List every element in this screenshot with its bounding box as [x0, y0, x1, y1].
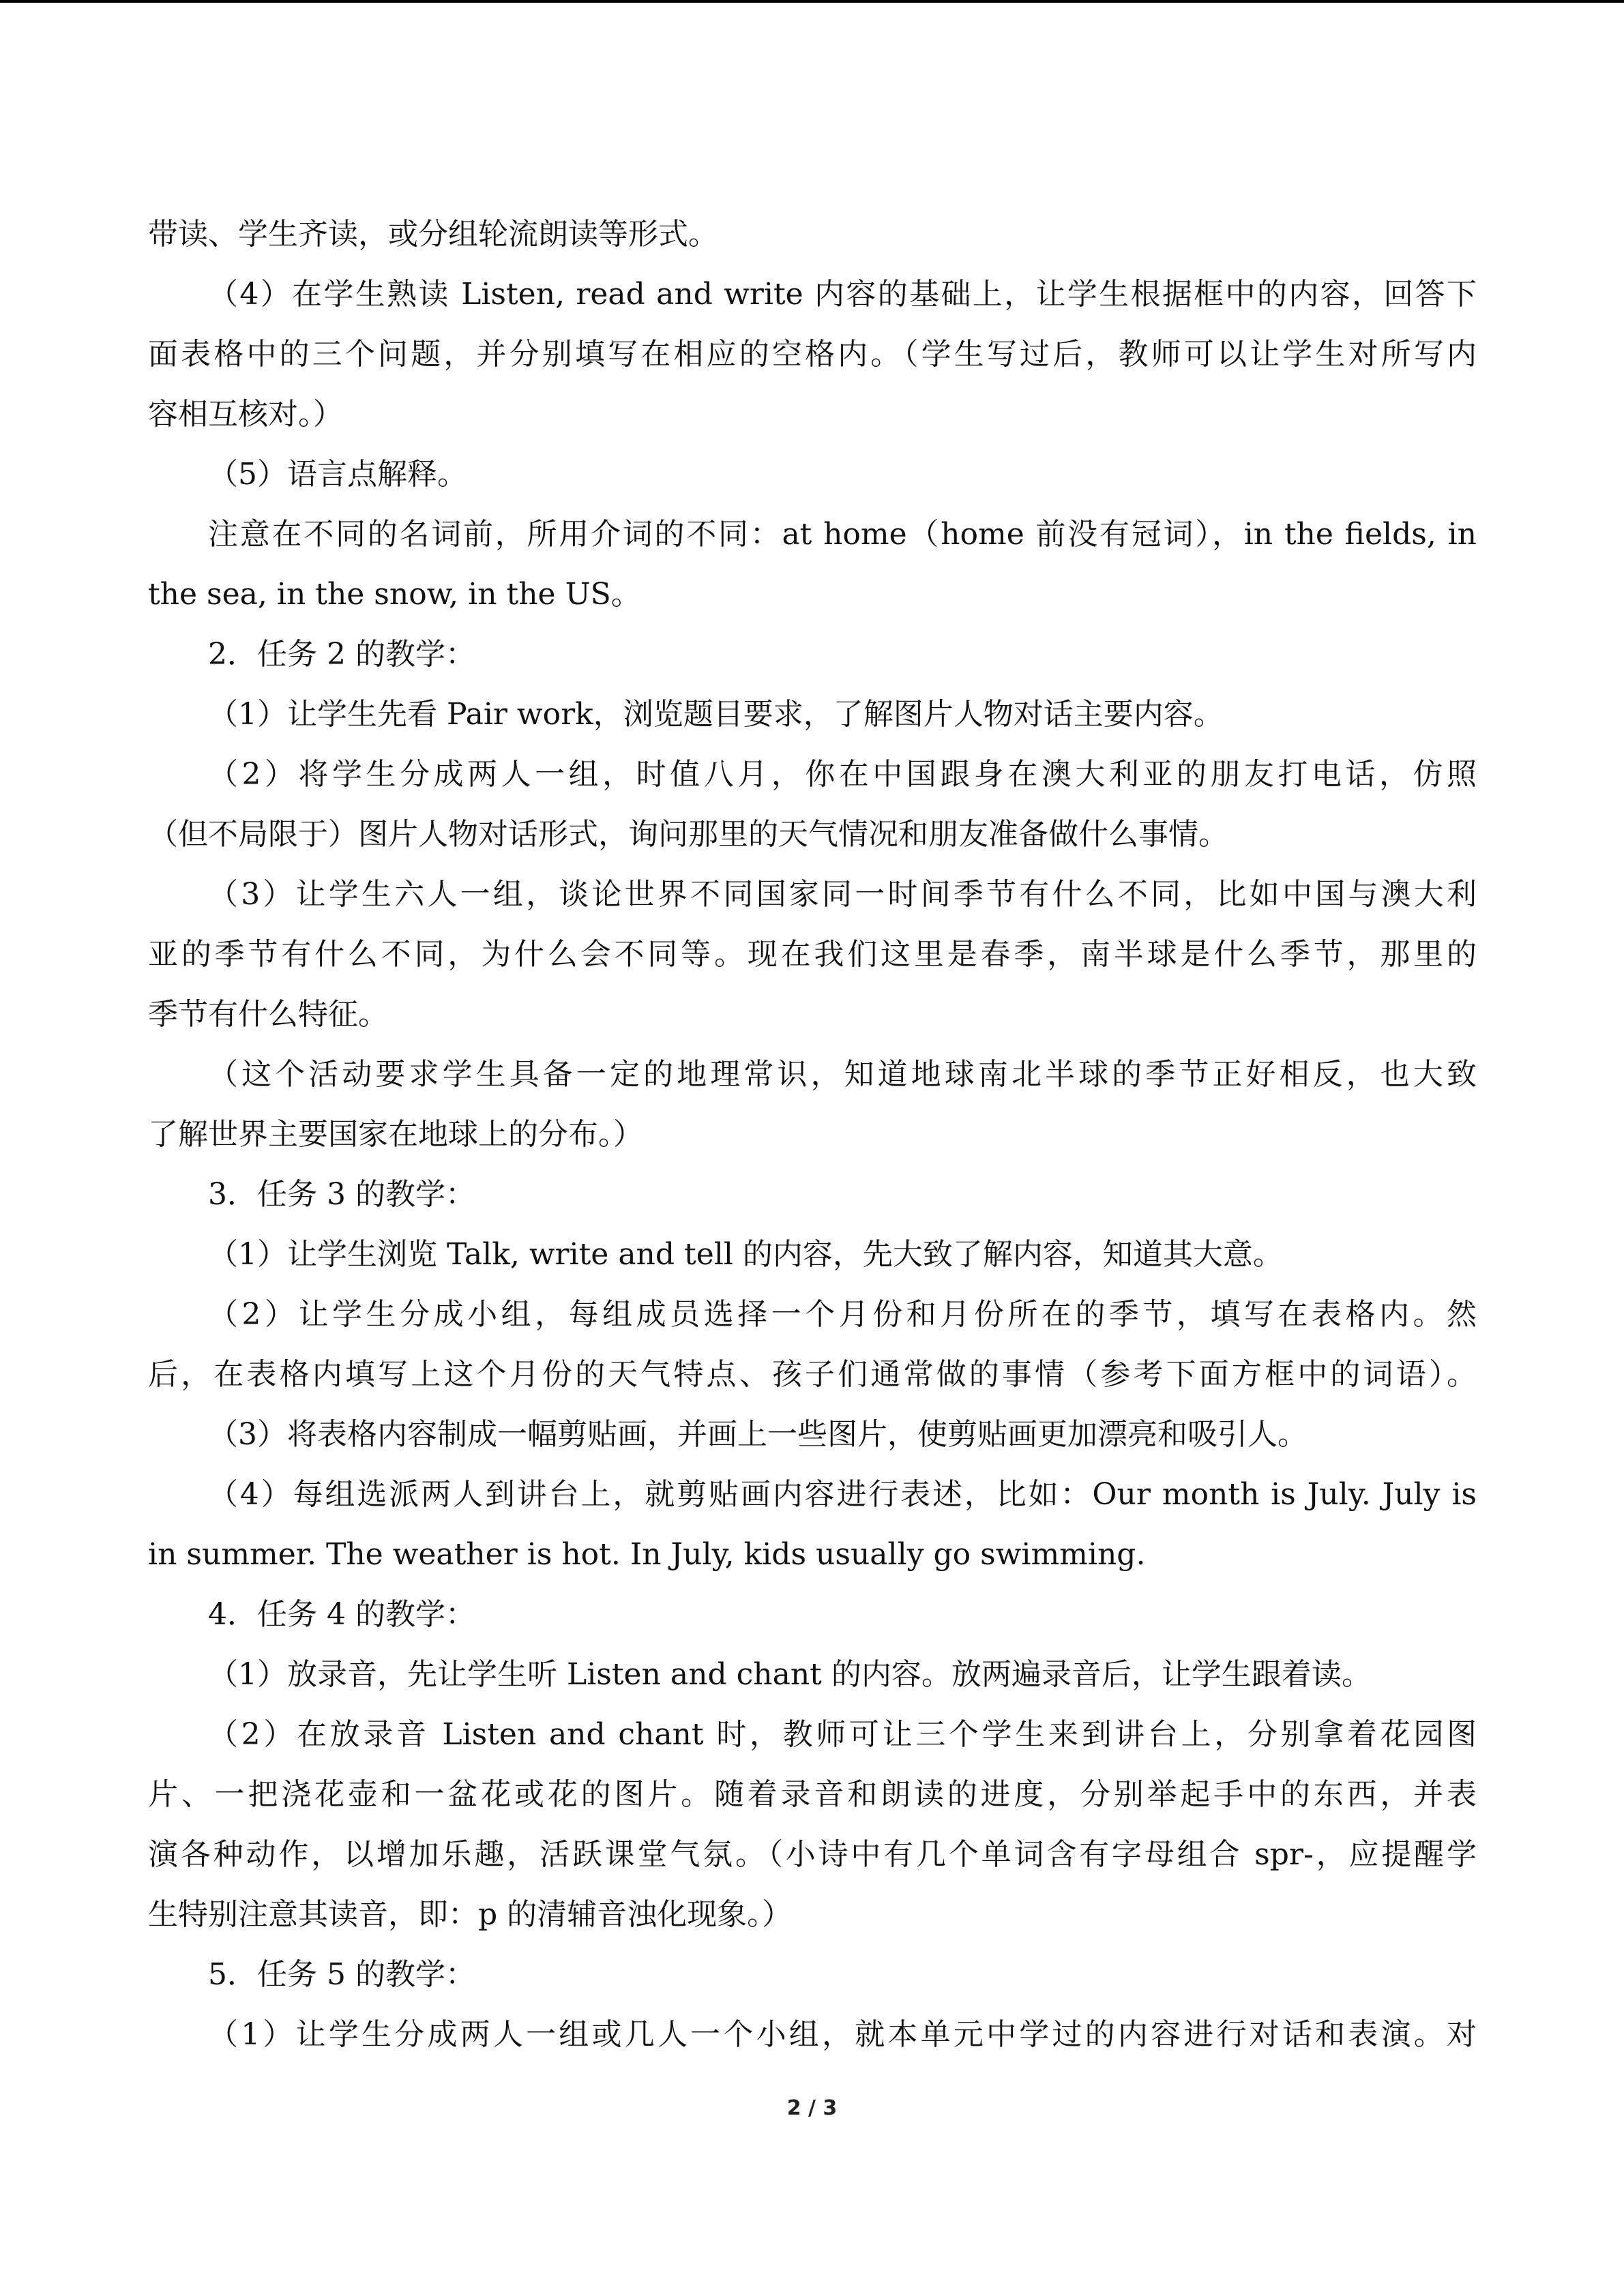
text-line: 片、一把浇花壶和一盆花或花的图片。随着录音和朗读的进度，分别举起手中的东西，并表 [148, 1777, 1477, 1812]
top-border-line [0, 0, 1624, 3]
text-line: （但不局限于）图片人物对话形式，询问那里的天气情况和朋友准备做什么事情。 [148, 817, 1228, 852]
text-line: （4）每组选派两人到讲台上，就剪贴画内容进行表述，比如：Our month is July. July is [208, 1477, 1477, 1512]
text-line: 季节有什么特征。 [148, 997, 388, 1032]
text-line: 注意在不同的名词前，所用介词的不同：at home（home 前没有冠词），in the fields, in [208, 517, 1477, 552]
document-body [148, 205, 1477, 2065]
text-line: 容相互核对。） [148, 397, 343, 432]
text-line: 亚的季节有什么不同，为什么会不同等。现在我们这里是春季，南半球是什么季节，那里的 [148, 937, 1477, 972]
text-line: 生特别注意其读音，即：p 的清辅音浊化现象。） [148, 1897, 793, 1932]
text-line: 带读、学生齐读，或分组轮流朗读等形式。 [148, 217, 718, 252]
text-line: （1）放录音，先让学生听 Listen and chant 的内容。放两遍录音后，让学生跟着读。 [208, 1657, 1372, 1692]
text-line: 演各种动作，以增加乐趣，活跃课堂气氛。（小诗中有几个单词含有字母组合 spr-，应提醒学 [148, 1837, 1477, 1872]
text-line: （2）让学生分成小组，每组成员选择一个月份和月份所在的季节，填写在表格内。然 [208, 1297, 1477, 1332]
text-line: （2）在放录音 Listen and chant 时，教师可让三个学生来到讲台上，分别拿着花园图 [208, 1717, 1477, 1752]
text-line: （5）语言点解释。 [208, 457, 467, 492]
text-line: （4）在学生熟读 Listen, read and write 内容的基础上，让学生根据框中的内容，回答下 [208, 277, 1477, 312]
text-line: the sea, in the snow, in the US。 [148, 577, 641, 612]
text-line: in summer. The weather is hot. In July, kids usually go swimming. [148, 1537, 1146, 1572]
section-heading: 4．任务 4 的教学： [208, 1597, 475, 1632]
page-number: 2 / 3 [786, 2096, 838, 2120]
text-line: （3）将表格内容制成一幅剪贴画，并画上一些图片，使剪贴画更加漂亮和吸引人。 [208, 1417, 1308, 1452]
text-line: （3）让学生六人一组，谈论世界不同国家同一时间季节有什么不同，比如中国与澳大利 [208, 877, 1477, 912]
section-heading: 3．任务 3 的教学： [208, 1177, 475, 1212]
text-line: （2）将学生分成两人一组，时值八月，你在中国跟身在澳大利亚的朋友打电话，仿照 [208, 757, 1477, 792]
text-line: 后，在表格内填写上这个月份的天气特点、孩子们通常做的事情（参考下面方框中的词语）。 [148, 1357, 1477, 1392]
text-line: 了解世界主要国家在地球上的分布。） [148, 1117, 643, 1152]
text-line: （1）让学生浏览 Talk, write and tell 的内容，先大致了解内容，知道其大意。 [208, 1237, 1283, 1272]
section-heading: 5．任务 5 的教学： [208, 1957, 475, 1992]
text-line: 面表格中的三个问题，并分别填写在相应的空格内。（学生写过后，教师可以让学生对所写内 [148, 337, 1477, 372]
text-line: （这个活动要求学生具备一定的地理常识，知道地球南北半球的季节正好相反，也大致 [208, 1057, 1477, 1092]
text-line: （1）让学生先看 Pair work，浏览题目要求，了解图片人物对话主要内容。 [208, 697, 1224, 732]
text-line: （1）让学生分成两人一组或几人一个小组，就本单元中学过的内容进行对话和表演。对 [208, 2017, 1477, 2052]
section-heading: 2．任务 2 的教学： [208, 637, 475, 672]
